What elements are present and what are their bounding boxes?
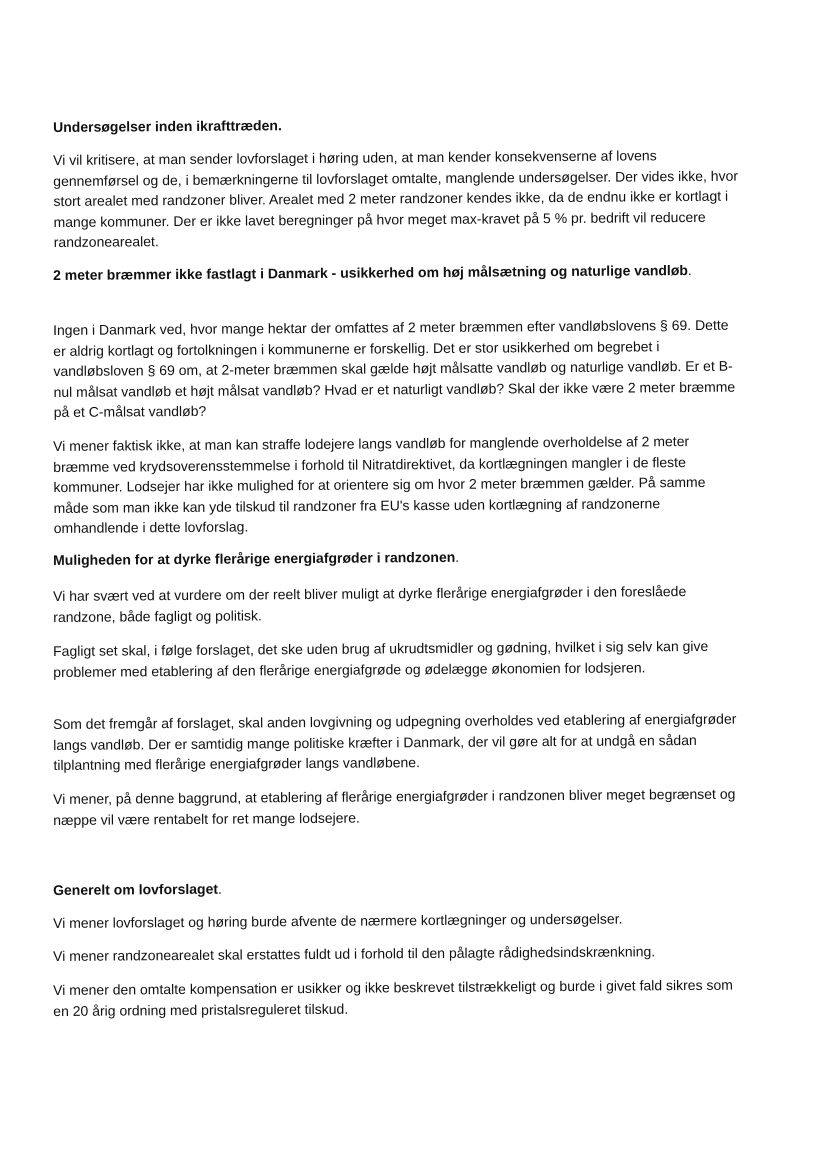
paragraph (53, 709, 743, 776)
heading-text: Undersøgelser inden ikrafttræden. (53, 117, 282, 135)
paragraph-text: Ingen i Danmark ved, hvor mange hektar der omfattes af 2 meter bræmmen efter vandløbslovens § 69. Dette er aldrig kortlagt og fortolkningen i kommunerne er forskellig. Det er stor usikkerhed om begrebet i vandløbsloven § 69 om, at 2-meter bræmmen skal gælde højt målsatte vandløb og naturlige vandløb. Er et B-nul målsat vandløb et højt målsat vandløb? Hvad er et naturligt vandløb? Skal der ikke være 2 meter bræmme på et C-målsat vandløb? (53, 316, 736, 420)
section-heading-energy-crops (53, 545, 743, 571)
heading-text: 2 meter bræmmer ikke fastlagt i Danmark - usikkerhed om høj målsætning og naturlige vandløb (53, 262, 688, 283)
paragraph (53, 145, 744, 253)
paragraph-text: Vi vil kritisere, at man sender lovforslaget i høring uden, at man kender konsekvenserne af lovens gennemførsel og de, i bemærkningerne til lovforslaget omtalte, manglende undersøgelser. Der vides ikke, hvor stort arealet med randzoner bliver. Arealet med 2 meter randzoner kendes ikke, da de endnu ikke er kortlagt i mange kommuner. Der er ikke lavet beregninger på hvor meget max-kravet på 5 % pr. bedrift vil reducere randzonearealet. (53, 147, 739, 250)
paragraph (53, 431, 744, 539)
heading-text: Muligheden for at dyrke flerårige energiafgrøder i randzonen (53, 548, 456, 568)
paragraph-text: Vi mener, på denne baggrund, at etablering af flerårige energiafgrøder i randzonen bliver meget begrænset og næppe vil være rentabelt for ret mange lodsejere. (53, 785, 736, 828)
section-heading-two-meter-buffer (53, 260, 743, 286)
heading-tail: . (455, 548, 460, 565)
section-heading-general (53, 875, 743, 901)
paragraph-text: Vi mener lovforslaget og høring burde afvente de nærmere kortlægninger og undersøgelser. (53, 910, 623, 931)
paragraph-text: Vi mener den omtalte kompensation er usikker og ikke beskrevet tilstrækkeligt og burde i givet fald sikres som en 20 årig ordning med pristalsreguleret tilskud. (53, 976, 733, 1019)
paragraph-text: Vi mener randzonearealet skal erstattes fuldt ud i forhold til den pålagte rådighedsindskrænkning. (53, 943, 656, 964)
paragraph-text: Vi har svært ved at vurdere om der reelt bliver muligt at dyrke flerårige energiafgrøder i den foreslåede randzone, både fagligt og politisk. (53, 583, 687, 625)
paragraph (53, 784, 743, 830)
paragraph (53, 581, 743, 627)
paragraph-text: Vi mener faktisk ikke, at man kan straffe lodejere langs vandløb for manglende overholdelse af 2 meter bræmme ved krydsoverensstemmelse i forhold til Nitratdirektivet, da kortlægningen mangler i de fleste kommuner. Lodsejer har ikke mulighed for at orientere sig om hvor 2 meter bræmmen gælder. På samme måde som man ikke kan yde tilskud til randzoner fra EU's kasse uden kortlægning af randzonerne omhandlende i dette lovforslag. (53, 433, 706, 536)
paragraph-text: Fagligt set skal, i følge forslaget, det ske uden brug af ukrudtsmidler og gødning, hvilket i sig selv kan give problemer med etablering af den flerårige energiafgrøde og ødelægge økonomien for lodsjeren. (53, 637, 709, 680)
heading-text: Generelt om lovforslaget (53, 880, 219, 898)
paragraph-text: Som det fremgår af forslaget, skal anden lovgivning og udpegning overholdes ved etablering af energiafgrøder langs vandløb. Der er samtidig mange politiske kræfter i Danmark, der vil gøre alt for at undgå en sådan tilplantning med flerårige energiafgrøder langs vandløbene. (53, 710, 737, 773)
paragraph (53, 315, 744, 423)
paragraph (53, 941, 743, 967)
heading-tail: . (217, 880, 222, 897)
paragraph (53, 908, 743, 934)
paragraph (53, 636, 743, 682)
section-heading-investigations (53, 112, 743, 138)
paragraph (53, 975, 743, 1021)
heading-tail: . (687, 261, 692, 279)
